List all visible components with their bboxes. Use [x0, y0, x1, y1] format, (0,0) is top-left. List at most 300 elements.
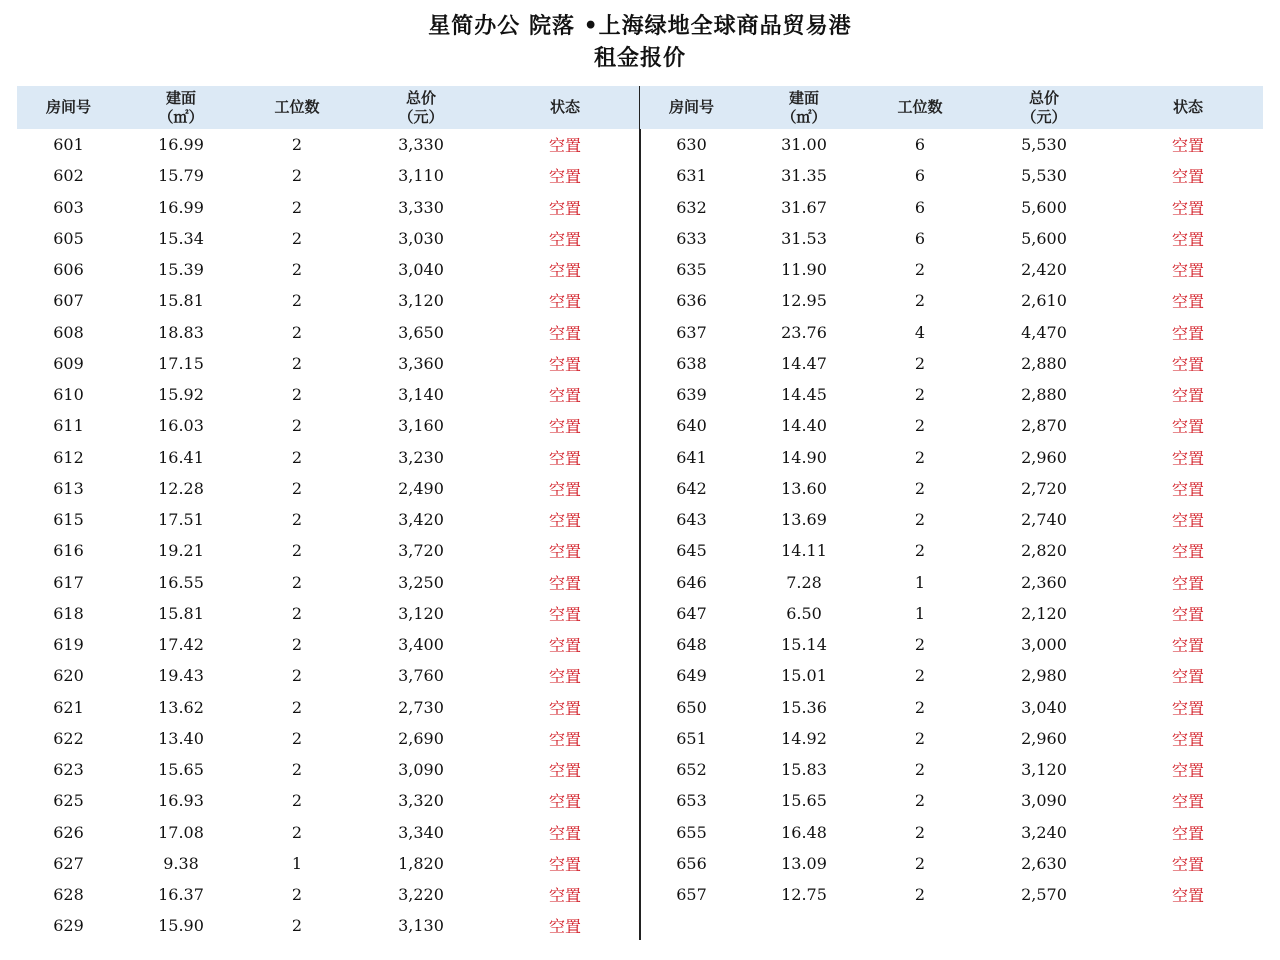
desks-cell: 2	[291, 353, 303, 373]
desks-cell: 2	[291, 666, 303, 686]
room-cell: 629	[53, 916, 84, 936]
status-cell: 空置	[1171, 386, 1204, 406]
status-cell: 空置	[548, 167, 581, 187]
desks-cell: 2	[291, 166, 303, 186]
price-cell: 2,630	[1021, 853, 1067, 873]
status-cell: 空置	[548, 479, 581, 499]
room-cell: 619	[53, 635, 84, 655]
room-cell: 632	[676, 197, 707, 217]
area-cell: 15.36	[781, 697, 827, 717]
table-row	[17, 598, 640, 629]
desks-cell: 2	[914, 353, 926, 373]
room-cell: 602	[53, 166, 84, 186]
price-cell: 3,360	[398, 353, 444, 373]
room-cell: 646	[676, 572, 707, 592]
table-row	[640, 410, 1263, 441]
status-cell: 空置	[548, 292, 581, 312]
price-cell: 2,740	[1021, 510, 1067, 530]
desks-cell: 2	[914, 541, 926, 561]
status-cell: 空置	[1171, 167, 1204, 187]
price-cell: 3,230	[398, 447, 444, 467]
table-row	[17, 223, 640, 254]
price-cell: 3,400	[398, 635, 444, 655]
room-cell: 649	[676, 666, 707, 686]
page-title: 星简办公 院落 •上海绿地全球商品贸易港	[428, 13, 852, 39]
price-cell: 3,040	[398, 260, 444, 280]
status-cell: 空置	[1171, 667, 1204, 687]
price-cell: 3,110	[398, 166, 444, 186]
area-cell: 14.90	[781, 447, 827, 467]
area-cell: 18.83	[158, 322, 204, 342]
desks-cell: 2	[291, 260, 303, 280]
status-cell: 空置	[548, 604, 581, 624]
room-cell: 612	[53, 447, 84, 467]
price-cell: 3,090	[1021, 791, 1067, 811]
table-row	[17, 910, 640, 941]
status-cell: 空置	[1171, 698, 1204, 718]
desks-cell: 2	[291, 447, 303, 467]
room-cell: 648	[676, 635, 707, 655]
desks-cell: 2	[291, 541, 303, 561]
status-cell: 空置	[548, 261, 581, 281]
area-cell: 13.40	[158, 728, 204, 748]
area-cell: 7.28	[786, 572, 822, 592]
area-cell: 14.11	[781, 541, 827, 561]
header-room: 房间号	[45, 98, 91, 116]
area-cell: 16.99	[158, 197, 204, 217]
price-cell: 2,490	[398, 478, 444, 498]
status-cell: 空置	[1171, 136, 1204, 156]
price-cell: 4,470	[1021, 322, 1067, 342]
table-row	[640, 754, 1263, 785]
table-header	[17, 86, 640, 129]
status-cell: 空置	[548, 542, 581, 562]
status-cell: 空置	[548, 198, 581, 218]
status-cell: 空置	[548, 698, 581, 718]
area-cell: 17.51	[158, 510, 204, 530]
table-row	[17, 567, 640, 598]
status-cell: 空置	[548, 573, 581, 593]
right-table	[640, 86, 1263, 910]
table-row	[17, 629, 640, 660]
room-cell: 621	[53, 697, 84, 717]
room-cell: 628	[53, 885, 84, 905]
desks-cell: 2	[914, 885, 926, 905]
status-cell: 空置	[1171, 292, 1204, 312]
area-cell: 15.39	[158, 260, 204, 280]
price-cell: 3,420	[398, 510, 444, 530]
status-cell: 空置	[1171, 354, 1204, 374]
price-cell: 3,220	[398, 885, 444, 905]
area-cell: 17.08	[158, 822, 204, 842]
status-cell: 空置	[548, 823, 581, 843]
desks-cell: 1	[914, 603, 926, 623]
page-subtitle: 租金报价	[593, 45, 686, 71]
status-cell: 空置	[1171, 479, 1204, 499]
desks-cell: 6	[914, 228, 926, 248]
room-cell: 657	[676, 885, 707, 905]
area-cell: 15.79	[158, 166, 204, 186]
area-cell: 15.34	[158, 228, 204, 248]
room-cell: 626	[53, 822, 84, 842]
table-row	[640, 817, 1263, 848]
price-cell: 2,420	[1021, 260, 1067, 280]
desks-cell: 2	[291, 510, 303, 530]
price-cell: 3,130	[398, 916, 444, 936]
area-cell: 17.42	[158, 635, 204, 655]
status-cell: 空置	[1171, 323, 1204, 343]
desks-cell: 2	[291, 791, 303, 811]
room-cell: 642	[676, 478, 707, 498]
area-cell: 15.92	[158, 385, 204, 405]
room-cell: 625	[53, 791, 84, 811]
price-cell: 2,960	[1021, 728, 1067, 748]
desks-cell: 2	[914, 447, 926, 467]
desks-cell: 2	[291, 822, 303, 842]
table-row	[640, 629, 1263, 660]
area-cell: 19.21	[158, 541, 204, 561]
desks-cell: 2	[291, 916, 303, 936]
status-cell: 空置	[548, 229, 581, 249]
desks-cell: 2	[914, 822, 926, 842]
table-row	[17, 473, 640, 504]
price-cell: 2,690	[398, 728, 444, 748]
table-row	[640, 785, 1263, 816]
table-row	[17, 254, 640, 285]
table-row	[640, 442, 1263, 473]
status-cell: 空置	[548, 792, 581, 812]
left-table	[17, 86, 640, 942]
room-cell: 606	[53, 260, 84, 280]
table-row	[17, 379, 640, 410]
table-row	[17, 129, 640, 160]
desks-cell: 2	[914, 416, 926, 436]
status-cell: 空置	[1171, 511, 1204, 531]
area-cell: 31.35	[781, 166, 827, 186]
room-cell: 613	[53, 478, 84, 498]
header-status: 状态	[549, 98, 580, 116]
status-cell: 空置	[1171, 573, 1204, 593]
room-cell: 640	[676, 416, 707, 436]
status-cell: 空置	[1171, 823, 1204, 843]
room-cell: 608	[53, 322, 84, 342]
room-cell: 647	[676, 603, 707, 623]
area-cell: 16.03	[158, 416, 204, 436]
area-cell: 15.83	[781, 760, 827, 780]
status-cell: 空置	[548, 136, 581, 156]
room-cell: 652	[676, 760, 707, 780]
status-cell: 空置	[1171, 417, 1204, 437]
price-cell: 2,870	[1021, 416, 1067, 436]
desks-cell: 2	[914, 291, 926, 311]
table-row	[640, 723, 1263, 754]
desks-cell: 1	[291, 853, 303, 873]
desks-cell: 2	[291, 228, 303, 248]
price-cell: 3,760	[398, 666, 444, 686]
price-cell: 3,090	[398, 760, 444, 780]
table-row	[17, 160, 640, 191]
desks-cell: 2	[291, 291, 303, 311]
area-cell: 14.40	[781, 416, 827, 436]
table-row	[640, 567, 1263, 598]
table-row	[17, 285, 640, 316]
room-cell: 633	[676, 228, 707, 248]
area-cell: 14.92	[781, 728, 827, 748]
price-cell: 2,570	[1021, 885, 1067, 905]
table-row	[17, 348, 640, 379]
area-cell: 13.69	[781, 510, 827, 530]
table-body	[640, 129, 1263, 910]
status-cell: 空置	[548, 323, 581, 343]
room-cell: 651	[676, 728, 707, 748]
status-cell: 空置	[1171, 542, 1204, 562]
desks-cell: 2	[291, 135, 303, 155]
desks-cell: 2	[291, 385, 303, 405]
table-row	[640, 848, 1263, 879]
table-row	[17, 442, 640, 473]
table-row	[640, 160, 1263, 191]
header-room: 房间号	[668, 98, 714, 116]
desks-cell: 2	[291, 760, 303, 780]
area-cell: 31.00	[781, 135, 827, 155]
header-status: 状态	[1172, 98, 1203, 116]
price-cell: 2,610	[1021, 291, 1067, 311]
area-cell: 11.90	[781, 260, 827, 280]
status-cell: 空置	[548, 354, 581, 374]
area-cell: 16.48	[781, 822, 827, 842]
desks-cell: 2	[291, 416, 303, 436]
price-cell: 3,120	[398, 291, 444, 311]
price-cell: 3,340	[398, 822, 444, 842]
area-cell: 15.65	[158, 760, 204, 780]
price-cell: 2,720	[1021, 478, 1067, 498]
header-desks: 工位数	[274, 98, 320, 116]
desks-cell: 2	[914, 728, 926, 748]
desks-cell: 2	[291, 603, 303, 623]
table-row	[640, 379, 1263, 410]
room-cell: 630	[676, 135, 707, 155]
table-row	[640, 285, 1263, 316]
price-cell: 3,040	[1021, 697, 1067, 717]
room-cell: 607	[53, 291, 84, 311]
room-cell: 620	[53, 666, 84, 686]
desks-cell: 2	[291, 572, 303, 592]
table-row	[640, 129, 1263, 160]
room-cell: 653	[676, 791, 707, 811]
desks-cell: 2	[914, 760, 926, 780]
area-cell: 16.37	[158, 885, 204, 905]
status-cell: 空置	[548, 417, 581, 437]
room-cell: 609	[53, 353, 84, 373]
desks-cell: 1	[914, 572, 926, 592]
desks-cell: 2	[291, 478, 303, 498]
area-cell: 15.14	[781, 635, 827, 655]
header-area: 建面 （㎡）	[158, 88, 204, 126]
area-cell: 19.43	[158, 666, 204, 686]
status-cell: 空置	[1171, 198, 1204, 218]
room-cell: 618	[53, 603, 84, 623]
table-row	[17, 848, 640, 879]
price-cell: 2,980	[1021, 666, 1067, 686]
table-row	[17, 817, 640, 848]
table-body	[17, 129, 640, 942]
status-cell: 空置	[1171, 636, 1204, 656]
desks-cell: 6	[914, 197, 926, 217]
status-cell: 空置	[1171, 854, 1204, 874]
area-cell: 16.93	[158, 791, 204, 811]
area-cell: 14.47	[781, 353, 827, 373]
area-cell: 16.99	[158, 135, 204, 155]
price-cell: 3,160	[398, 416, 444, 436]
price-cell: 3,240	[1021, 822, 1067, 842]
room-cell: 636	[676, 291, 707, 311]
price-cell: 2,730	[398, 697, 444, 717]
table-row	[640, 473, 1263, 504]
table-header	[640, 86, 1263, 129]
price-cell: 3,320	[398, 791, 444, 811]
table-row	[17, 660, 640, 691]
desks-cell: 2	[914, 260, 926, 280]
desks-cell: 2	[291, 697, 303, 717]
area-cell: 9.38	[163, 853, 199, 873]
desks-cell: 2	[914, 791, 926, 811]
room-cell: 615	[53, 510, 84, 530]
price-cell: 5,530	[1021, 135, 1067, 155]
price-cell: 3,720	[398, 541, 444, 561]
room-cell: 611	[53, 416, 84, 436]
room-cell: 603	[53, 197, 84, 217]
status-cell: 空置	[1171, 448, 1204, 468]
price-cell: 3,330	[398, 197, 444, 217]
table-row	[640, 223, 1263, 254]
desks-cell: 2	[291, 885, 303, 905]
table-row	[17, 192, 640, 223]
price-cell: 2,880	[1021, 385, 1067, 405]
table-row	[640, 192, 1263, 223]
desks-cell: 2	[291, 728, 303, 748]
area-cell: 15.81	[158, 603, 204, 623]
header-area: 建面 （㎡）	[781, 88, 827, 126]
header-price: 总价 （元）	[398, 88, 444, 126]
header-price: 总价 （元）	[1021, 88, 1067, 126]
room-cell: 617	[53, 572, 84, 592]
status-cell: 空置	[548, 886, 581, 906]
status-cell: 空置	[1171, 886, 1204, 906]
table-row	[640, 660, 1263, 691]
room-cell: 616	[53, 541, 84, 561]
price-cell: 2,880	[1021, 353, 1067, 373]
price-cell: 2,820	[1021, 541, 1067, 561]
table-row	[640, 348, 1263, 379]
status-cell: 空置	[548, 761, 581, 781]
table-row	[17, 692, 640, 723]
status-cell: 空置	[548, 917, 581, 937]
status-cell: 空置	[548, 636, 581, 656]
room-cell: 643	[676, 510, 707, 530]
table-row	[640, 879, 1263, 910]
desks-cell: 2	[914, 510, 926, 530]
table-row	[17, 410, 640, 441]
desks-cell: 2	[914, 853, 926, 873]
room-cell: 639	[676, 385, 707, 405]
area-cell: 16.41	[158, 447, 204, 467]
status-cell: 空置	[1171, 729, 1204, 749]
area-cell: 15.81	[158, 291, 204, 311]
area-cell: 12.75	[781, 885, 827, 905]
status-cell: 空置	[548, 386, 581, 406]
room-cell: 610	[53, 385, 84, 405]
desks-cell: 2	[914, 666, 926, 686]
area-cell: 15.65	[781, 791, 827, 811]
table-row	[640, 598, 1263, 629]
table-row	[640, 535, 1263, 566]
status-cell: 空置	[1171, 761, 1204, 781]
desks-cell: 2	[914, 697, 926, 717]
area-cell: 13.62	[158, 697, 204, 717]
room-cell: 637	[676, 322, 707, 342]
area-cell: 17.15	[158, 353, 204, 373]
room-cell: 631	[676, 166, 707, 186]
price-cell: 3,120	[1021, 760, 1067, 780]
area-cell: 12.95	[781, 291, 827, 311]
price-cell: 5,530	[1021, 166, 1067, 186]
area-cell: 23.76	[781, 322, 827, 342]
status-cell: 空置	[548, 511, 581, 531]
price-cell: 3,330	[398, 135, 444, 155]
room-cell: 601	[53, 135, 84, 155]
desks-cell: 2	[914, 385, 926, 405]
area-cell: 14.45	[781, 385, 827, 405]
room-cell: 645	[676, 541, 707, 561]
table-row	[17, 504, 640, 535]
price-cell: 3,250	[398, 572, 444, 592]
status-cell: 空置	[548, 854, 581, 874]
header-desks: 工位数	[897, 98, 943, 116]
price-cell: 3,120	[398, 603, 444, 623]
desks-cell: 6	[914, 135, 926, 155]
area-cell: 13.09	[781, 853, 827, 873]
price-cell: 3,140	[398, 385, 444, 405]
area-cell: 15.01	[781, 666, 827, 686]
desks-cell: 4	[914, 322, 926, 342]
desks-cell: 6	[914, 166, 926, 186]
table-row	[640, 504, 1263, 535]
area-cell: 6.50	[786, 603, 822, 623]
desks-cell: 2	[291, 635, 303, 655]
room-cell: 635	[676, 260, 707, 280]
room-cell: 623	[53, 760, 84, 780]
room-cell: 655	[676, 822, 707, 842]
table-row	[17, 785, 640, 816]
table-row	[640, 254, 1263, 285]
price-cell: 5,600	[1021, 228, 1067, 248]
room-cell: 627	[53, 853, 84, 873]
price-cell: 5,600	[1021, 197, 1067, 217]
desks-cell: 2	[291, 197, 303, 217]
desks-cell: 2	[914, 635, 926, 655]
price-cell: 3,030	[398, 228, 444, 248]
room-cell: 638	[676, 353, 707, 373]
area-cell: 15.90	[158, 916, 204, 936]
status-cell: 空置	[548, 448, 581, 468]
price-cell: 3,000	[1021, 635, 1067, 655]
price-cell: 2,960	[1021, 447, 1067, 467]
status-cell: 空置	[1171, 229, 1204, 249]
desks-cell: 2	[914, 478, 926, 498]
desks-cell: 2	[291, 322, 303, 342]
area-cell: 12.28	[158, 478, 204, 498]
status-cell: 空置	[1171, 261, 1204, 281]
